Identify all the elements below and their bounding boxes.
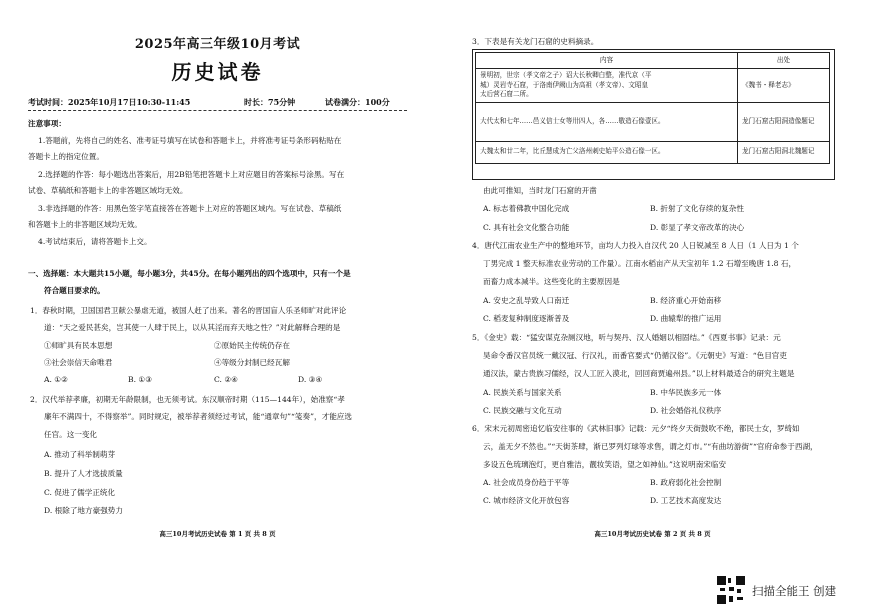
scanner-watermark: 扫描全能王 创建 bbox=[752, 584, 837, 598]
exam-page-2 bbox=[435, 0, 870, 615]
notice-line: 2.选择题的作答：每小题选出答案后，用2B铅笔把答题卡上对应题目的答案标号涂黑。写在 bbox=[38, 170, 345, 179]
question-2-stem: 2．汉代举荐孝廉，初期无年龄限制，也无须考试。东汉顺帝时期（115—144年），始准察“孝 bbox=[30, 395, 345, 404]
question-3-stem: 3．下表是有关龙门石窟的史料摘录。 bbox=[472, 37, 599, 46]
section-heading: 符合题目要求的。 bbox=[44, 286, 105, 295]
column-header: 出处 bbox=[737, 53, 829, 69]
choice-c[interactable]: C. 稻麦复种制度逐渐普及 bbox=[483, 314, 570, 323]
choice-a[interactable]: A. 社会成员身份趋于平等 bbox=[483, 478, 570, 487]
column-header: 内容 bbox=[476, 53, 738, 69]
choice-b[interactable]: B. 提升了人才选拔质量 bbox=[44, 469, 123, 478]
question-6-stem: 云，盖无夕不然也。”“天街茶肆，渐已罗列灯球等求售，谓之灯市。”“有曲坊游街”“官府命参于西湖， bbox=[483, 442, 818, 451]
statement-option: ④等级分封制已经瓦解 bbox=[214, 358, 290, 367]
section-heading: 一、选择题：本大题共15小题，每小题3分，共45分。在每小题列出的四个选项中，只有一个是 bbox=[28, 269, 351, 278]
table-cell bbox=[476, 102, 738, 141]
question-2-stem: 廉年不满四十，不得察举”。同时规定，被举荐者须经过考试，能“通章句”“笺奏”，才能应选 bbox=[44, 412, 352, 421]
question-4-stem: 而畜力成本减半。这些变化的主要原因是 bbox=[483, 277, 620, 286]
choice-b[interactable]: B. 中华民族多元一体 bbox=[650, 388, 722, 397]
choice-d[interactable]: D. 彰显了孝文帝改革的决心 bbox=[650, 223, 745, 232]
statement-option: ②原始民主传统仍存在 bbox=[214, 341, 290, 350]
question-1-stem: 道：“天之爱民甚矣，岂其使一人肆于民上，以从其淫而弃天地之性？”对此解释合理的是 bbox=[44, 323, 341, 332]
question-2-stem: 任官。这一变化 bbox=[44, 430, 98, 439]
exam-time: 考试时间：2025年10月17日10:30-11:45 bbox=[28, 97, 191, 107]
notice-line: 和答题卡上的非答题区域均无效。 bbox=[28, 220, 142, 229]
page-footer: 高三10月考试历史试卷 第 1 页 共 8 页 bbox=[159, 530, 276, 538]
question-4-stem: 4．唐代江南农业生产中的整地环节，亩均人力投入自汉代 20 人日锐减至 8 人日（1 人日为 1 个 bbox=[472, 241, 799, 250]
table-row bbox=[476, 141, 830, 163]
exam-title: 2025年高三年级10月考试 bbox=[134, 37, 301, 52]
choice-b[interactable]: B. ①③ bbox=[128, 375, 153, 384]
table-cell bbox=[476, 141, 738, 163]
page-footer: 高三10月考试历史试卷 第 2 页 共 8 页 bbox=[594, 530, 711, 538]
cell-line: 龙门石窟古阳洞北魏题记 bbox=[741, 147, 815, 156]
question-6-stem: 多设五色琉璃泡灯，更自雅洁，靓妆笑语，望之如神仙。”这说明南宋临安 bbox=[483, 460, 727, 469]
cell-line: 大代太和七年……邑义信士女等卅四人，各……敬造石像壹区。 bbox=[480, 116, 665, 125]
choice-a[interactable]: A. 推动了科举制萌芽 bbox=[44, 450, 116, 459]
statement-option: ①师旷具有民本思想 bbox=[44, 341, 113, 350]
choice-d[interactable]: D. ③④ bbox=[298, 375, 323, 384]
question-4-stem: 丁男完成 1 整天标准农业劳动的工作量）。江南水稻亩产从天宝初年 1.2 石增至晚唐 1.8 石， bbox=[483, 259, 797, 268]
cell-line: 城）灵岩寺石窟，于洛南伊阙山为高祖（孝文帝）、文昭皇 bbox=[480, 80, 649, 89]
notice-line: 4.考试结束后，请将答题卡上交。 bbox=[38, 237, 152, 246]
choice-c[interactable]: C. 城市经济文化开放包容 bbox=[483, 496, 570, 505]
notice-line: 1.答题前，先将自己的姓名、准考证号填写在试卷和答题卡上，并将准考证号条形码粘贴在 bbox=[38, 136, 342, 145]
table-cell bbox=[476, 69, 738, 103]
choice-d[interactable]: D. 曲辕犁的推广运用 bbox=[650, 314, 722, 323]
choice-b[interactable]: B. 经济重心开始南移 bbox=[650, 296, 722, 305]
cell-line: 景明初，世宗（孝文帝之子）诏大长秋卿白整，准代京（平 bbox=[480, 71, 652, 79]
choice-b[interactable]: B. 政府弱化社会控制 bbox=[650, 478, 722, 487]
cell-line: 太后营石窟二所。 bbox=[480, 90, 533, 99]
table-header-row bbox=[476, 53, 830, 69]
table-cell bbox=[737, 102, 829, 141]
choice-c[interactable]: C. 促进了儒学正统化 bbox=[44, 488, 116, 497]
choice-d[interactable]: D. 根除了地方豪强势力 bbox=[44, 506, 123, 515]
table-cell bbox=[737, 69, 829, 103]
question-3-prompt: 由此可推知，当时龙门石窟的开凿 bbox=[483, 186, 597, 195]
choice-d[interactable]: D. 工艺技术高度发达 bbox=[650, 496, 722, 505]
question-5-stem: 通汉法，蒙古贵族习儒经，汉人工匠入漠北，回回商贾遍州县。”以上材料最适合的研究主题是 bbox=[483, 369, 795, 378]
cell-line: 大魏太和廿二年，比丘慧成为亡父洛州刺史始平公造石像一区。 bbox=[480, 147, 665, 156]
question-1-stem: 1．春秋时期，卫国国君卫献公暴虐无道，被国人赶了出来。著名的晋国盲人乐圣师旷对此评论 bbox=[30, 306, 347, 315]
question-5-stem: 昊命令番汉官员统一戴汉冠、行汉礼，而番官要式“仍循汉俗”。《元朝史》写道：“色目官吏 bbox=[483, 351, 787, 360]
notice-line: 答题卡上的指定位置。 bbox=[28, 152, 104, 161]
choice-d[interactable]: D. 社会婚俗礼仪秩序 bbox=[650, 406, 722, 415]
qr-code-icon bbox=[717, 576, 745, 604]
table-row bbox=[476, 102, 830, 141]
header-divider bbox=[28, 110, 407, 111]
choice-c[interactable]: C. 具有社会文化整合功能 bbox=[483, 223, 570, 232]
choice-b[interactable]: B. 折射了文化存续的复杂性 bbox=[650, 204, 744, 213]
question-6-stem: 6．宋末元初周密追忆临安往事的《武林旧事》记载：元夕“终夕天街鼓吹不绝，都民士女，罗绮如 bbox=[472, 424, 800, 433]
choice-c[interactable]: C. 民族交融与文化互动 bbox=[483, 406, 562, 415]
statement-option: ③社会崇信天命唯君 bbox=[44, 358, 113, 367]
notice-title: 注意事项： bbox=[28, 119, 66, 128]
choice-a[interactable]: A. ①② bbox=[44, 375, 68, 384]
choice-a[interactable]: A. 民族关系与国家关系 bbox=[483, 388, 562, 397]
question-5-stem: 5．《金史》载：“猛安谋克杂厕汉地，听与契丹、汉人婚姻以相固结。”《西夏书事》记录：元 bbox=[472, 333, 781, 342]
notice-line: 试卷、草稿纸和答题卡上的非答题区域均无效。 bbox=[28, 186, 188, 195]
choice-c[interactable]: C. ②④ bbox=[214, 375, 238, 384]
choice-a[interactable]: A. 安史之乱导致人口南迁 bbox=[483, 296, 570, 305]
exam-duration: 时长：75分钟 bbox=[244, 97, 296, 107]
notice-line: 3.非选择题的作答：用黑色签字笔直接答在答题卡上对应的答题区域内。写在试卷、草稿纸 bbox=[38, 204, 342, 213]
table-row bbox=[476, 69, 830, 103]
subject-title: 历史试卷 bbox=[171, 60, 264, 84]
source-table bbox=[475, 52, 830, 164]
full-score: 试卷满分：100分 bbox=[325, 97, 390, 107]
cell-line: 龙门石窟古阳洞造像题记 bbox=[741, 116, 815, 125]
choice-a[interactable]: A. 标志着佛教中国化完成 bbox=[483, 204, 570, 213]
table-cell bbox=[737, 141, 829, 163]
cell-line: 《魏书・释老志》 bbox=[741, 80, 795, 89]
